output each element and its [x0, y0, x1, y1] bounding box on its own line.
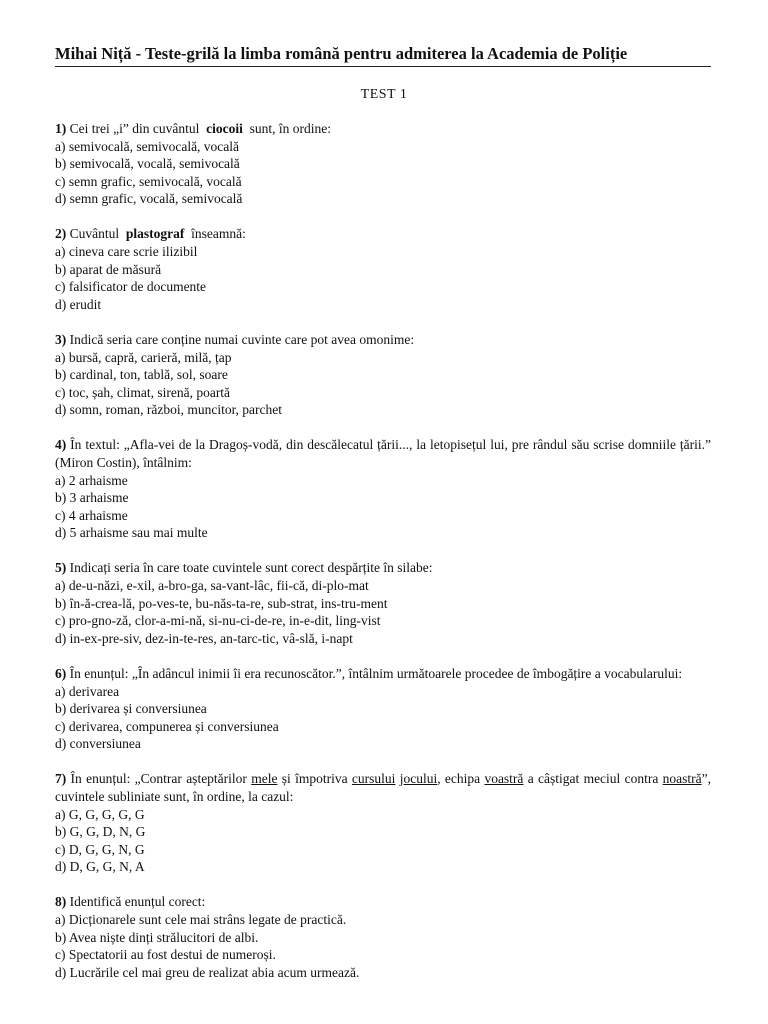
question-block [55, 225, 711, 313]
answer-option: a) derivarea [55, 683, 120, 699]
answer-option: d) D, G, G, N, A [55, 859, 145, 875]
answer-option: c) D, G, G, N, G [55, 841, 145, 857]
answer-option: b) Avea niște dinți strălucitori de albi. [55, 929, 259, 945]
question-text-run: și împotriva [277, 771, 352, 787]
answer-options [55, 243, 711, 313]
answer-options [55, 349, 711, 419]
answer-option: d) erudit [55, 296, 102, 312]
question-number: 1) [55, 121, 67, 136]
answer-option: b) 3 arhaisme [55, 490, 129, 506]
answer-options [55, 138, 711, 208]
question-text-run: Indicați seria în care toate cuvintele sunt corect despărțite în silabe: [66, 560, 433, 576]
question-text [55, 436, 715, 471]
header-divider [55, 66, 711, 67]
keyword-underlined: cursului [351, 771, 396, 787]
question-text-run: , echipa [437, 771, 485, 787]
question-text [55, 665, 711, 683]
question-text-run: În textul: „Afla-vei de la Dragoș-vodă, din descălecatul țării..., la letopisețul lui, pre rândul său scrise domniile țării.” (Miron Costin), întâlnim: [55, 437, 715, 470]
answer-option: d) somn, roman, război, muncitor, parchet [55, 402, 283, 418]
question-number: 8) [55, 894, 67, 910]
answer-option: b) G, G, D, N, G [55, 824, 146, 840]
answer-option: c) falsificator de documente [55, 279, 207, 295]
question-text [55, 120, 711, 138]
question-number: 3) [55, 331, 67, 347]
keyword-underlined: mele [251, 771, 278, 787]
question-block [55, 436, 715, 542]
question-text-run: sunt, în ordine: [242, 121, 331, 136]
question-text [55, 331, 711, 349]
answer-option: a) semivocală, semivocală, vocală [55, 138, 240, 154]
question-number: 5) [55, 560, 67, 576]
question-text-run: În enunțul: „În adâncul inimii îi era recunoscător.”, întâlnim următoarele procedee de îmbogățire a vocabularului: [66, 665, 683, 681]
question-text-run: Indică seria care conține numai cuvinte care pot avea omonime: [66, 331, 415, 347]
question-number: 2) [55, 226, 67, 242]
answer-option: d) conversiunea [55, 736, 141, 752]
answer-option: c) 4 arhaisme [55, 507, 128, 523]
question-block [55, 665, 711, 753]
question-block [55, 893, 711, 981]
answer-options [55, 577, 711, 647]
keyword-underlined: voastră [484, 771, 524, 787]
question-text-run: În enunțul: „Contrar așteptărilor [66, 771, 252, 787]
answer-options [55, 472, 711, 542]
question-text [55, 225, 711, 243]
question-block [55, 770, 715, 876]
question-text [55, 893, 711, 911]
answer-option: a) G, G, G, G, G [55, 806, 145, 822]
answer-option: a) bursă, capră, carieră, milă, țap [55, 349, 232, 365]
question-number: 6) [55, 665, 67, 681]
answer-option: a) Dicționarele sunt cele mai strâns legate de practică. [55, 912, 347, 928]
question-list [55, 120, 715, 999]
question-block [55, 120, 711, 208]
question-text-run: înseamnă: [184, 226, 246, 242]
answer-option: b) cardinal, ton, tablă, sol, soare [55, 367, 228, 383]
question-text-run: Identifică enunțul corect: [66, 894, 206, 910]
answer-option: c) Spectatorii au fost destui de numeroși. [55, 947, 276, 963]
question-block [55, 331, 711, 419]
question-text-run: Cei trei „i” din cuvântul [66, 121, 207, 136]
answer-option: d) semn grafic, vocală, semivocală [55, 191, 243, 207]
answer-option: a) 2 arhaisme [55, 472, 128, 488]
question-text [55, 559, 711, 577]
answer-option: b) semivocală, vocală, semivocală [55, 156, 240, 172]
answer-option: a) cineva care scrie ilizibil [55, 244, 198, 260]
answer-option: a) de-u-năzi, e-xil, a-bro-ga, sa-vant-lâc, fii-că, di-plo-mat [55, 578, 369, 594]
answer-option: b) în-ă-crea-lă, po-ves-te, bu-năs-ta-re, sub-strat, ins-tru-ment [55, 595, 388, 611]
question-text-run: a câștigat meciul contra [523, 771, 663, 787]
question-number: 4) [55, 437, 67, 453]
keyword-underlined: noastră [662, 771, 702, 787]
question-number: 7) [55, 771, 67, 787]
keyword-bold: ciocoii [206, 121, 243, 136]
answer-option: d) Lucrările cel mai greu de realizat abia acum urmează. [55, 964, 360, 980]
question-text [55, 770, 715, 805]
answer-option: c) derivarea, compunerea și conversiunea [55, 718, 279, 734]
test-title: TEST 1 [360, 87, 408, 102]
keyword-bold: plastograf [125, 226, 185, 242]
keyword-underlined: jocului [399, 771, 438, 787]
answer-option: d) in-ex-pre-siv, dez-in-te-res, an-tarc-tic, vâ-slă, i-napt [55, 630, 353, 646]
answer-option: d) 5 arhaisme sau mai multe [55, 525, 208, 541]
answer-option: b) aparat de măsură [55, 261, 162, 277]
answer-options [55, 683, 711, 753]
answer-option: c) pro-gno-ză, clor-a-mi-nă, si-nu-ci-de-re, in-e-dit, ling-vist [55, 613, 381, 629]
answer-options [55, 806, 711, 876]
answer-option: c) semn grafic, semivocală, vocală [55, 173, 242, 189]
question-block [55, 559, 711, 647]
answer-options [55, 911, 711, 981]
answer-option: b) derivarea și conversiunea [55, 701, 207, 717]
answer-option: c) toc, șah, climat, sirenă, poartă [55, 384, 231, 400]
question-text-run: ”, cuvintele subliniate sunt, în ordine, la cazul: [55, 771, 715, 804]
question-text-run: Cuvântul [66, 226, 126, 242]
document-header: Mihai Niță - Teste-grilă la limba română pentru admiterea la Academia de Poliție [55, 44, 628, 63]
